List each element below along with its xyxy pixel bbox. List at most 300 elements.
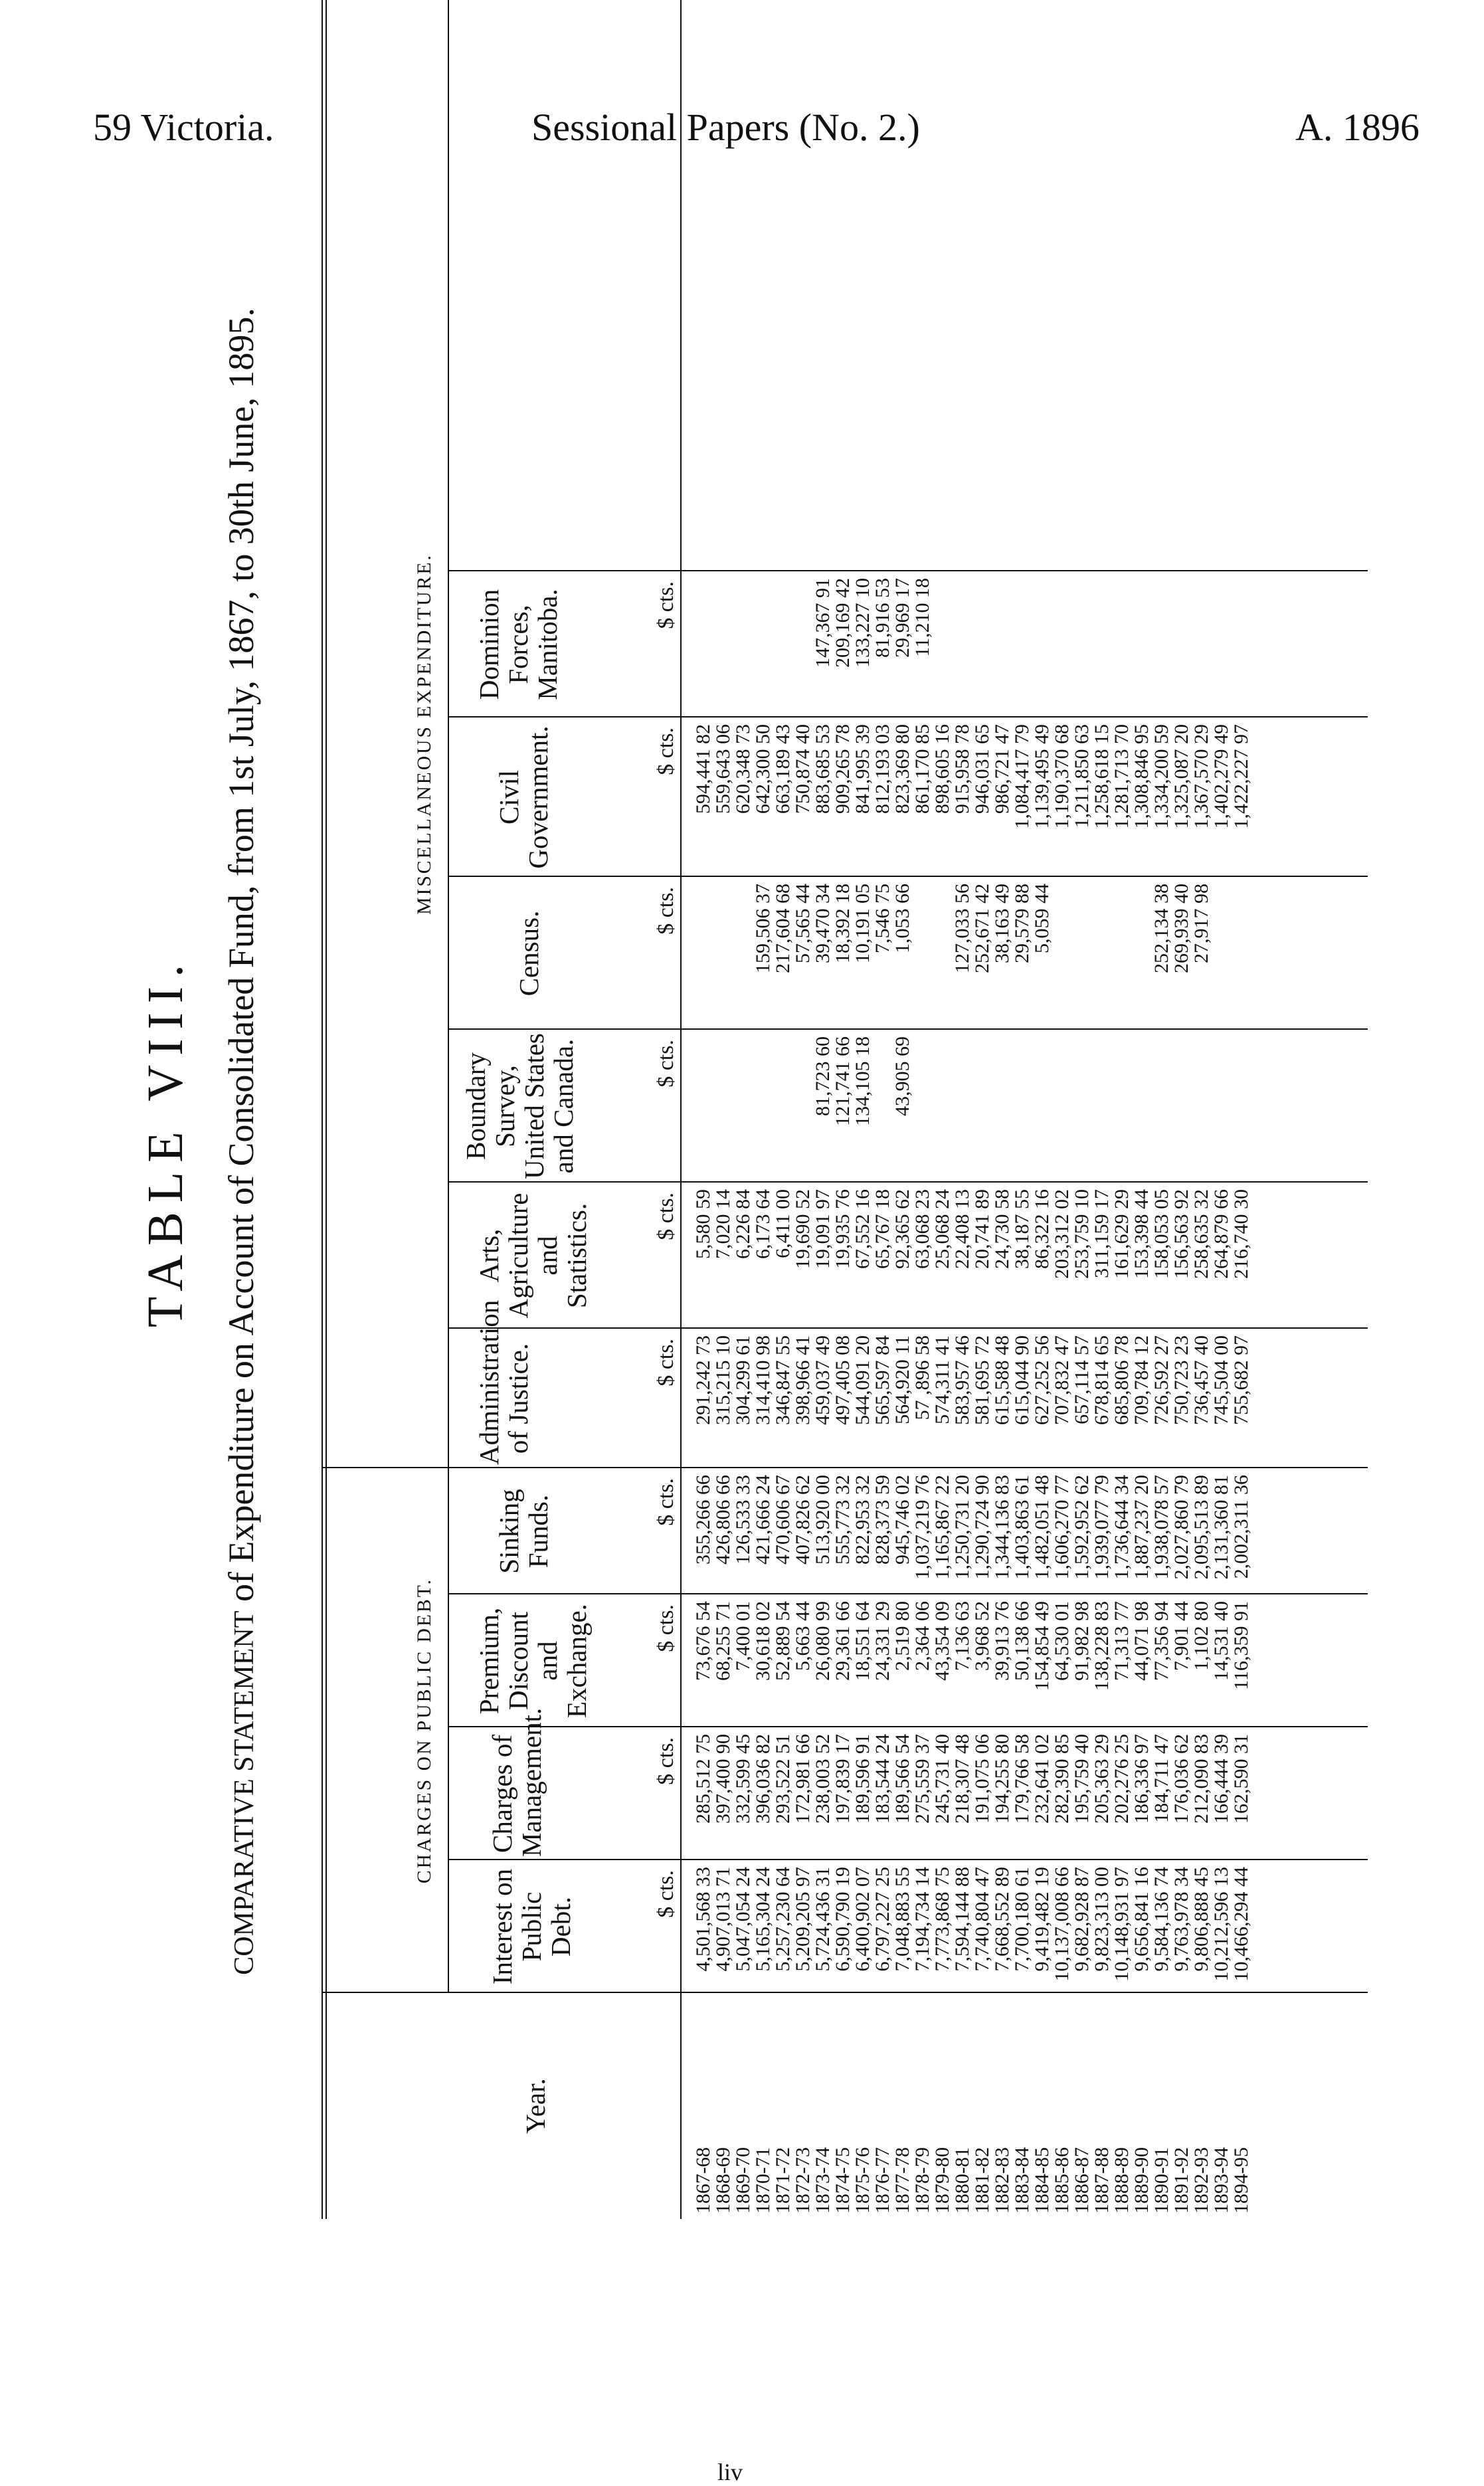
premium-cell: 64,530 01 xyxy=(1051,1601,1073,1681)
year-cell: 1867-68 xyxy=(692,2147,714,2214)
arts-cell: 20,741 89 xyxy=(971,1189,993,1269)
civil-cell: 750,874 40 xyxy=(792,724,814,814)
justice-cell: 564,920 11 xyxy=(891,1335,913,1424)
premium-cell: 7,400 01 xyxy=(732,1601,754,1671)
dominion-cell: 133,227 10 xyxy=(852,578,874,668)
boundary-cell xyxy=(1152,1036,1172,1179)
unit-management: $ cts. xyxy=(654,1737,678,1785)
header-premium: Premium, Discount and Exchange. xyxy=(474,1604,592,1718)
year-cell: 1870-71 xyxy=(752,2147,774,2214)
boundary-cell xyxy=(1232,1036,1252,1179)
year-cell: 1874-75 xyxy=(832,2147,854,2214)
arts-cell: 5,580 59 xyxy=(692,1189,714,1259)
sinking-cell: 2,131,360 81 xyxy=(1210,1475,1232,1580)
civil-cell: 812,193 03 xyxy=(872,724,893,814)
civil-cell: 946,031 65 xyxy=(971,724,993,814)
header-sinking: Sinking Funds. xyxy=(494,1489,553,1574)
dominion-cell: 11,210 18 xyxy=(911,578,933,657)
unit-premium: $ cts. xyxy=(654,1604,678,1652)
census-cell: 252,134 38 xyxy=(1151,884,1172,973)
premium-cell: 1,102 80 xyxy=(1190,1601,1212,1671)
col-divider-2 xyxy=(448,1859,1368,1860)
civil-cell: 1,139,495 49 xyxy=(1031,724,1053,829)
arts-cell: 86,322 16 xyxy=(1031,1189,1053,1269)
management-cell: 195,759 40 xyxy=(1071,1734,1093,1824)
boundary-cell: 121,741 66 xyxy=(832,1036,854,1126)
management-cell: 238,003 52 xyxy=(812,1734,834,1824)
interest-cell: 6,590,790 19 xyxy=(832,1867,854,1972)
census-cell xyxy=(1232,884,1252,1026)
sinking-cell: 1,606,270 77 xyxy=(1051,1475,1073,1580)
census-cell xyxy=(1052,884,1072,1026)
page-header-center: Sessional Papers (No. 2.) xyxy=(531,106,920,149)
civil-cell: 909,265 78 xyxy=(832,724,854,814)
column-interest xyxy=(694,1867,1252,1990)
sinking-cell: 1,165,867 22 xyxy=(931,1475,953,1580)
year-cell: 1879-80 xyxy=(931,2147,953,2214)
sinking-cell: 2,095,513 89 xyxy=(1190,1475,1212,1580)
sinking-cell: 126,533 33 xyxy=(732,1475,754,1565)
boundary-cell xyxy=(1172,1036,1192,1179)
unit-arts: $ cts. xyxy=(654,1193,678,1240)
year-cell: 1881-82 xyxy=(971,2147,993,2214)
year-cell: 1882-83 xyxy=(991,2147,1013,2214)
header-civil: Civil Government. xyxy=(494,725,553,869)
arts-cell: 24,730 58 xyxy=(991,1189,1013,1269)
sinking-cell: 421,666 24 xyxy=(752,1475,774,1565)
interest-cell: 5,209,205 97 xyxy=(792,1867,814,1972)
justice-cell: 627,252 56 xyxy=(1031,1335,1053,1425)
header-dominion: Dominion Forces, Manitoba. xyxy=(474,589,563,700)
subtitle-smallcaps: COMPARATIVE STATEMENT xyxy=(229,1610,260,1975)
census-cell: 39,470 34 xyxy=(812,884,834,963)
justice-cell: 657,114 57 xyxy=(1071,1335,1093,1424)
management-cell: 397,400 90 xyxy=(712,1734,734,1824)
civil-cell: 559,643 06 xyxy=(712,724,734,814)
boundary-cell xyxy=(1032,1036,1052,1179)
sinking-cell: 1,939,077 79 xyxy=(1091,1475,1113,1580)
premium-cell: 14,531 40 xyxy=(1210,1601,1232,1681)
boundary-cell xyxy=(1072,1036,1092,1179)
dominion-cell xyxy=(1112,578,1132,714)
interest-cell: 10,148,931 97 xyxy=(1111,1867,1133,1982)
census-cell: 1,053 66 xyxy=(891,884,913,953)
dominion-cell xyxy=(1012,578,1032,714)
premium-cell: 5,663 44 xyxy=(792,1601,814,1671)
sinking-cell: 470,606 67 xyxy=(772,1475,794,1565)
dominion-cell xyxy=(1132,578,1152,714)
civil-cell: 1,367,570 29 xyxy=(1190,724,1212,829)
civil-cell: 1,211,850 63 xyxy=(1071,724,1093,828)
interest-cell: 7,668,552 89 xyxy=(991,1867,1013,1972)
col-divider-4 xyxy=(448,1593,1368,1594)
sinking-cell: 513,920 00 xyxy=(812,1475,834,1565)
census-cell: 159,506 37 xyxy=(752,884,774,973)
interest-cell: 7,194,734 14 xyxy=(911,1867,933,1972)
justice-cell: 544,091 20 xyxy=(852,1335,874,1425)
justice-cell: 615,044 90 xyxy=(1011,1335,1033,1425)
interest-cell: 7,773,868 75 xyxy=(931,1867,953,1972)
justice-cell: 459,037 49 xyxy=(812,1335,834,1425)
column-sinking xyxy=(694,1475,1252,1591)
premium-cell: 77,356 94 xyxy=(1151,1601,1172,1681)
column-management xyxy=(694,1734,1252,1857)
column-civil xyxy=(694,724,1252,874)
sinking-cell: 1,592,952 62 xyxy=(1071,1475,1093,1580)
arts-cell: 19,690 52 xyxy=(792,1189,814,1269)
arts-cell: 19,091 97 xyxy=(812,1189,834,1269)
interest-cell: 7,594,144 88 xyxy=(951,1867,973,1972)
census-cell: 57,565 44 xyxy=(792,884,814,963)
unit-census: $ cts. xyxy=(654,887,678,935)
management-cell: 194,255 80 xyxy=(991,1734,1013,1824)
interest-cell: 5,257,230 64 xyxy=(772,1867,794,1972)
census-cell: 252,671 42 xyxy=(971,884,993,973)
civil-cell: 841,995 39 xyxy=(852,724,874,814)
sinking-cell: 945,746 02 xyxy=(891,1475,913,1565)
dominion-cell xyxy=(694,578,713,714)
year-cell: 1894-95 xyxy=(1230,2147,1252,2214)
boundary-cell xyxy=(1212,1036,1232,1179)
interest-cell: 5,724,436 31 xyxy=(812,1867,834,1972)
sinking-cell: 407,826 62 xyxy=(792,1475,814,1565)
premium-cell: 7,901 44 xyxy=(1170,1601,1192,1671)
premium-cell: 29,361 66 xyxy=(832,1601,854,1681)
management-cell: 396,036 82 xyxy=(752,1734,774,1824)
interest-cell: 6,797,227 25 xyxy=(872,1867,893,1972)
table-title: TABLE VIII. xyxy=(138,955,193,1328)
dominion-cell xyxy=(1152,578,1172,714)
sinking-cell: 1,250,731 20 xyxy=(951,1475,973,1580)
year-cell: 1875-76 xyxy=(852,2147,874,2214)
premium-cell: 71,313 77 xyxy=(1111,1601,1133,1681)
management-cell: 186,336 97 xyxy=(1131,1734,1153,1824)
civil-cell: 986,721 47 xyxy=(991,724,1013,814)
header-year: Year. xyxy=(520,2078,551,2134)
dominion-cell xyxy=(1172,578,1192,714)
col-divider-5 xyxy=(322,1467,1368,1468)
arts-cell: 311,159 17 xyxy=(1091,1189,1113,1278)
column-years xyxy=(694,2001,1252,2214)
column-boundary xyxy=(694,1036,1252,1179)
boundary-cell xyxy=(992,1036,1012,1179)
premium-cell: 3,968 52 xyxy=(971,1601,993,1671)
management-cell: 232,641 02 xyxy=(1031,1734,1053,1824)
civil-cell: 823,369 80 xyxy=(891,724,913,814)
management-cell: 172,981 66 xyxy=(792,1734,814,1824)
boundary-cell xyxy=(953,1036,973,1179)
rotated-table-page xyxy=(126,0,1368,2283)
unit-justice: $ cts. xyxy=(654,1339,678,1386)
year-cell: 1890-91 xyxy=(1151,2147,1172,2214)
census-cell xyxy=(1212,884,1232,1026)
census-cell xyxy=(1072,884,1092,1026)
col-divider-8 xyxy=(448,1028,1368,1030)
dominion-cell xyxy=(793,578,813,714)
premium-cell: 116,359 91 xyxy=(1230,1601,1252,1690)
dominion-cell: 147,367 91 xyxy=(812,578,834,668)
col-divider-7 xyxy=(448,1181,1368,1183)
boundary-cell xyxy=(1112,1036,1132,1179)
civil-cell: 1,258,618 15 xyxy=(1091,724,1113,829)
premium-cell: 43,354 09 xyxy=(931,1601,953,1681)
civil-cell: 898,605 16 xyxy=(931,724,953,814)
arts-cell: 253,759 10 xyxy=(1071,1189,1093,1279)
justice-cell: 678,814 65 xyxy=(1091,1335,1113,1425)
justice-cell: 315,215 10 xyxy=(712,1335,734,1425)
column-premium xyxy=(694,1601,1252,1724)
civil-cell: 663,189 43 xyxy=(772,724,794,814)
interest-cell: 9,682,928 87 xyxy=(1071,1867,1093,1972)
year-cell: 1884-85 xyxy=(1031,2147,1053,2214)
year-cell: 1868-69 xyxy=(712,2147,734,2214)
interest-cell: 9,419,482 19 xyxy=(1031,1867,1053,1972)
year-cell: 1892-93 xyxy=(1190,2147,1212,2214)
sinking-cell: 355,266 66 xyxy=(692,1475,714,1565)
dominion-cell xyxy=(1072,578,1092,714)
interest-cell: 5,047,054 24 xyxy=(732,1867,754,1972)
census-cell: 127,033 56 xyxy=(951,884,973,973)
dominion-cell xyxy=(933,578,953,714)
dominion-cell xyxy=(1192,578,1212,714)
arts-cell: 7,020 14 xyxy=(712,1189,734,1259)
group-header-public-debt: CHARGES ON PUBLIC DEBT. xyxy=(414,1577,435,1884)
sinking-cell: 1,403,863 61 xyxy=(1011,1475,1033,1580)
boundary-cell xyxy=(973,1036,992,1179)
table-top-rule-2 xyxy=(325,0,327,2219)
header-boundary: Boundary Survey, United States and Canada. xyxy=(460,1033,579,1179)
interest-cell: 7,740,804 47 xyxy=(971,1867,993,1972)
boundary-cell xyxy=(933,1036,953,1179)
arts-cell: 216,740 30 xyxy=(1230,1189,1252,1279)
unit-dominion: $ cts. xyxy=(654,581,678,629)
civil-cell: 1,334,200 59 xyxy=(1151,724,1172,829)
justice-cell: 497,405 08 xyxy=(832,1335,854,1425)
arts-cell: 161,629 29 xyxy=(1111,1189,1133,1279)
justice-cell: 57 ,896 58 xyxy=(911,1335,933,1420)
interest-cell: 9,823,313 00 xyxy=(1091,1867,1113,1972)
year-cell: 1877-78 xyxy=(891,2147,913,2214)
interest-cell: 9,656,841 16 xyxy=(1131,1867,1153,1972)
boundary-cell xyxy=(1012,1036,1032,1179)
civil-cell: 1,308,846 95 xyxy=(1131,724,1153,829)
justice-cell: 574,311 41 xyxy=(931,1335,953,1424)
management-cell: 218,307 48 xyxy=(951,1734,973,1824)
justice-cell: 745,504 00 xyxy=(1210,1335,1232,1425)
premium-cell: 24,331 29 xyxy=(872,1601,893,1681)
unit-civil: $ cts. xyxy=(654,727,678,775)
management-cell: 212,090 83 xyxy=(1190,1734,1212,1824)
justice-cell: 291,242 73 xyxy=(692,1335,714,1425)
boundary-cell xyxy=(1052,1036,1072,1179)
sinking-cell: 822,953 32 xyxy=(852,1475,874,1565)
sinking-cell: 2,002,311 36 xyxy=(1230,1475,1252,1579)
census-cell xyxy=(733,884,753,1026)
management-cell: 162,590 31 xyxy=(1230,1734,1252,1824)
premium-cell: 7,136 63 xyxy=(951,1601,973,1671)
justice-cell: 398,966 41 xyxy=(792,1335,814,1425)
col-divider-11 xyxy=(448,570,1368,571)
interest-cell: 5,165,304 24 xyxy=(752,1867,774,1972)
year-cell: 1885-86 xyxy=(1051,2147,1073,2214)
census-cell: 18,392 18 xyxy=(832,884,854,963)
justice-cell: 685,806 78 xyxy=(1111,1335,1133,1425)
civil-cell: 1,422,227 97 xyxy=(1230,724,1252,829)
expenditure-table xyxy=(322,0,1368,2219)
justice-cell: 750,723 23 xyxy=(1170,1335,1192,1425)
census-cell xyxy=(933,884,953,1026)
sinking-cell: 1,037,219 76 xyxy=(911,1475,933,1580)
year-cell: 1883-84 xyxy=(1011,2147,1033,2214)
table-top-rule xyxy=(322,0,323,2219)
header-bottom-rule xyxy=(680,0,682,2219)
year-cell: 1876-77 xyxy=(872,2147,893,2214)
page-header-left: 59 Victoria. xyxy=(93,106,274,149)
boundary-cell xyxy=(913,1036,933,1179)
arts-cell: 6,173 64 xyxy=(752,1189,774,1259)
column-justice xyxy=(694,1335,1252,1465)
group-header-misc: MISCELLANEOUS EXPENDITURE. xyxy=(414,553,435,915)
census-cell: 38,163 49 xyxy=(991,884,1013,963)
census-cell xyxy=(713,884,733,1026)
premium-cell: 18,551 64 xyxy=(852,1601,874,1681)
unit-interest: $ cts. xyxy=(654,1870,678,1918)
dominion-cell xyxy=(992,578,1012,714)
subtitle-rest: of Expenditure on Account of Consolidated Fund, from 1st July, 1867, to 30th June, 1895. xyxy=(221,308,261,1611)
interest-cell: 9,806,888 45 xyxy=(1190,1867,1212,1972)
management-cell: 275,559 37 xyxy=(911,1734,933,1824)
justice-cell: 726,592 27 xyxy=(1151,1335,1172,1425)
arts-cell: 203,312 02 xyxy=(1051,1189,1073,1279)
boundary-cell: 81,723 60 xyxy=(812,1036,834,1116)
column-census xyxy=(694,884,1252,1026)
justice-cell: 736,457 40 xyxy=(1190,1335,1212,1425)
management-cell: 293,522 51 xyxy=(772,1734,794,1824)
table-subtitle xyxy=(221,0,262,2283)
year-cell: 1889-90 xyxy=(1131,2147,1153,2214)
arts-cell: 63,068 23 xyxy=(911,1189,933,1269)
arts-cell: 22,408 13 xyxy=(951,1189,973,1269)
management-cell: 191,075 06 xyxy=(971,1734,993,1824)
census-cell: 5,059 44 xyxy=(1031,884,1053,953)
census-cell: 217,604 68 xyxy=(772,884,794,973)
justice-cell: 314,410 98 xyxy=(752,1335,774,1425)
census-cell xyxy=(694,884,713,1026)
sinking-cell: 1,344,136 83 xyxy=(991,1475,1013,1580)
dominion-cell xyxy=(953,578,973,714)
col-divider-9 xyxy=(448,876,1368,877)
civil-cell: 1,402,279 49 xyxy=(1210,724,1232,829)
arts-cell: 264,879 66 xyxy=(1210,1189,1232,1279)
group-rule-public-debt xyxy=(448,1468,449,1993)
dominion-cell xyxy=(713,578,733,714)
sinking-cell: 1,938,078 57 xyxy=(1151,1475,1172,1580)
boundary-cell xyxy=(733,1036,753,1179)
boundary-cell xyxy=(1092,1036,1112,1179)
col-divider-1 xyxy=(322,1992,1368,1993)
premium-cell: 2,364 06 xyxy=(911,1601,933,1671)
group-rule-misc xyxy=(448,0,449,1468)
year-cell: 1891-92 xyxy=(1170,2147,1192,2214)
census-cell: 10,191 05 xyxy=(852,884,874,963)
premium-cell: 30,618 02 xyxy=(752,1601,774,1681)
year-cell: 1886-87 xyxy=(1071,2147,1093,2214)
justice-cell: 565,597 84 xyxy=(872,1335,893,1425)
sinking-cell: 1,736,644 34 xyxy=(1111,1475,1133,1580)
management-cell: 197,839 17 xyxy=(832,1734,854,1824)
boundary-cell xyxy=(1132,1036,1152,1179)
management-cell: 205,363 29 xyxy=(1091,1734,1113,1824)
dominion-cell: 81,916 53 xyxy=(872,578,893,658)
premium-cell: 2,519 80 xyxy=(891,1601,913,1671)
civil-cell: 1,281,713 70 xyxy=(1111,724,1133,829)
year-cell: 1888-89 xyxy=(1111,2147,1133,2214)
management-cell: 189,566 54 xyxy=(891,1734,913,1824)
interest-cell: 10,137,008 66 xyxy=(1051,1867,1073,1982)
sinking-cell: 828,373 59 xyxy=(872,1475,893,1565)
boundary-cell xyxy=(793,1036,813,1179)
interest-cell: 6,400,902 07 xyxy=(852,1867,874,1972)
premium-cell: 91,982 98 xyxy=(1071,1601,1093,1681)
census-cell xyxy=(1132,884,1152,1026)
interest-cell: 10,212,596 13 xyxy=(1210,1867,1232,1982)
premium-cell: 73,676 54 xyxy=(692,1601,714,1681)
unit-sinking: $ cts. xyxy=(654,1478,678,1526)
arts-cell: 156,563 92 xyxy=(1170,1189,1192,1279)
arts-cell: 153,398 44 xyxy=(1131,1189,1153,1279)
premium-cell: 26,080 99 xyxy=(812,1601,834,1681)
dominion-cell xyxy=(1232,578,1252,714)
premium-cell: 138,228 83 xyxy=(1091,1601,1113,1691)
premium-cell: 44,071 98 xyxy=(1131,1601,1153,1681)
arts-cell: 92,365 62 xyxy=(891,1189,913,1269)
sinking-cell: 1,887,237 20 xyxy=(1131,1475,1153,1580)
justice-cell: 304,299 61 xyxy=(732,1335,754,1425)
census-cell xyxy=(1112,884,1132,1026)
year-cell: 1878-79 xyxy=(911,2147,933,2214)
interest-cell: 9,763,978 34 xyxy=(1170,1867,1192,1972)
dominion-cell xyxy=(753,578,773,714)
col-divider-10 xyxy=(448,716,1368,717)
boundary-cell xyxy=(773,1036,793,1179)
census-cell: 269,939 40 xyxy=(1170,884,1192,973)
year-cell: 1880-81 xyxy=(951,2147,973,2214)
dominion-cell xyxy=(1032,578,1052,714)
census-cell xyxy=(913,884,933,1026)
management-cell: 184,711 47 xyxy=(1151,1734,1172,1823)
column-dominion xyxy=(694,578,1252,714)
civil-cell: 861,170 85 xyxy=(911,724,933,814)
dominion-cell xyxy=(973,578,992,714)
dominion-cell xyxy=(1052,578,1072,714)
unit-boundary: $ cts. xyxy=(654,1040,678,1088)
management-cell: 176,036 62 xyxy=(1170,1734,1192,1824)
sinking-cell: 555,773 32 xyxy=(832,1475,854,1565)
premium-cell: 52,889 54 xyxy=(772,1601,794,1681)
justice-cell: 346,847 55 xyxy=(772,1335,794,1425)
civil-cell: 883,685 53 xyxy=(812,724,834,814)
year-cell: 1887-88 xyxy=(1091,2147,1113,2214)
management-cell: 245,731 40 xyxy=(931,1734,953,1824)
col-divider-3 xyxy=(448,1726,1368,1727)
year-cell: 1873-74 xyxy=(812,2147,834,2214)
arts-cell: 258,635 32 xyxy=(1190,1189,1212,1279)
arts-cell: 38,187 55 xyxy=(1011,1189,1033,1269)
year-cell: 1869-70 xyxy=(732,2147,754,2214)
header-arts: Arts, Agriculture and Statistics. xyxy=(474,1193,592,1319)
arts-cell: 158,053 05 xyxy=(1151,1189,1172,1279)
interest-cell: 9,584,136 74 xyxy=(1151,1867,1172,1972)
